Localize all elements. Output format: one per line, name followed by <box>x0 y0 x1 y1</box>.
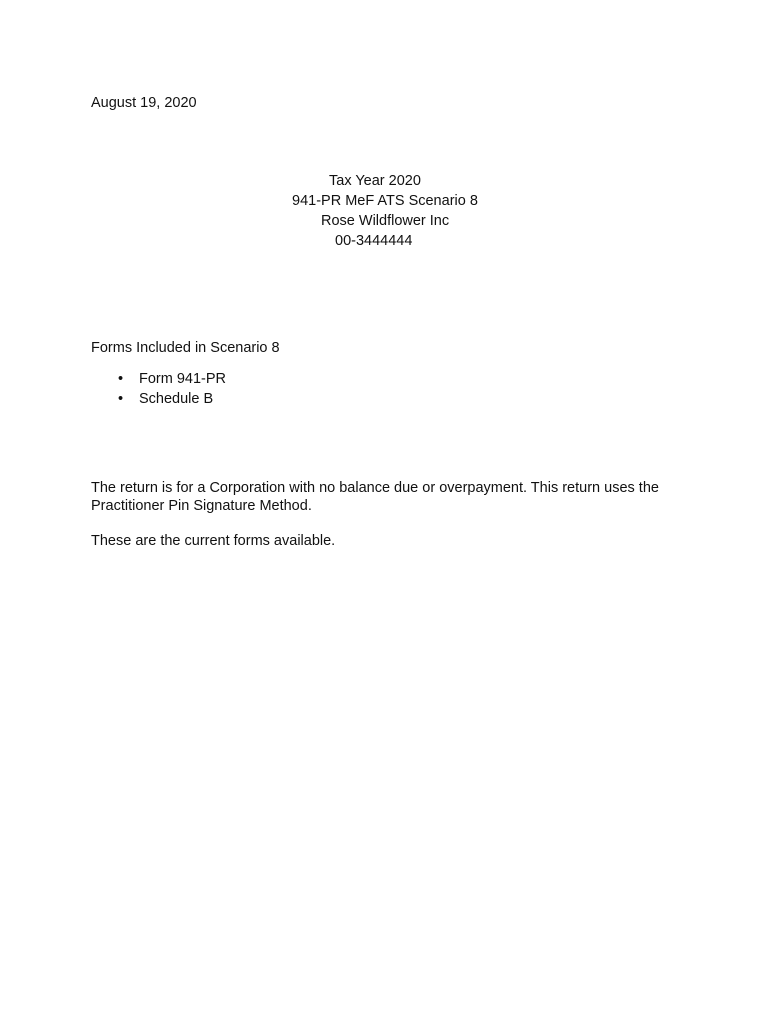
form-item-label: Form 941-PR <box>139 371 227 387</box>
header-company-name: Rose Wildflower Inc <box>321 213 450 229</box>
bullet-icon: • <box>118 391 124 407</box>
document-date: August 19, 2020 <box>91 95 197 111</box>
forms-available-paragraph: These are the current forms available. <box>91 533 336 549</box>
bullet-icon: • <box>118 371 124 387</box>
return-description-paragraph: The return is for a Corporation with no balance due or overpayment. This return uses the Practitioner Pin Signature Method. <box>91 480 659 514</box>
list-item <box>91 370 226 390</box>
header-tax-year: Tax Year 2020 <box>329 173 421 189</box>
forms-list <box>91 370 226 410</box>
list-item <box>91 390 226 410</box>
forms-included-heading: Forms Included in Scenario 8 <box>91 340 280 356</box>
header-ein: 00-3444444 <box>335 233 413 249</box>
header-scenario-title: 941-PR MeF ATS Scenario 8 <box>292 193 478 209</box>
form-item-label: Schedule B <box>139 391 214 407</box>
